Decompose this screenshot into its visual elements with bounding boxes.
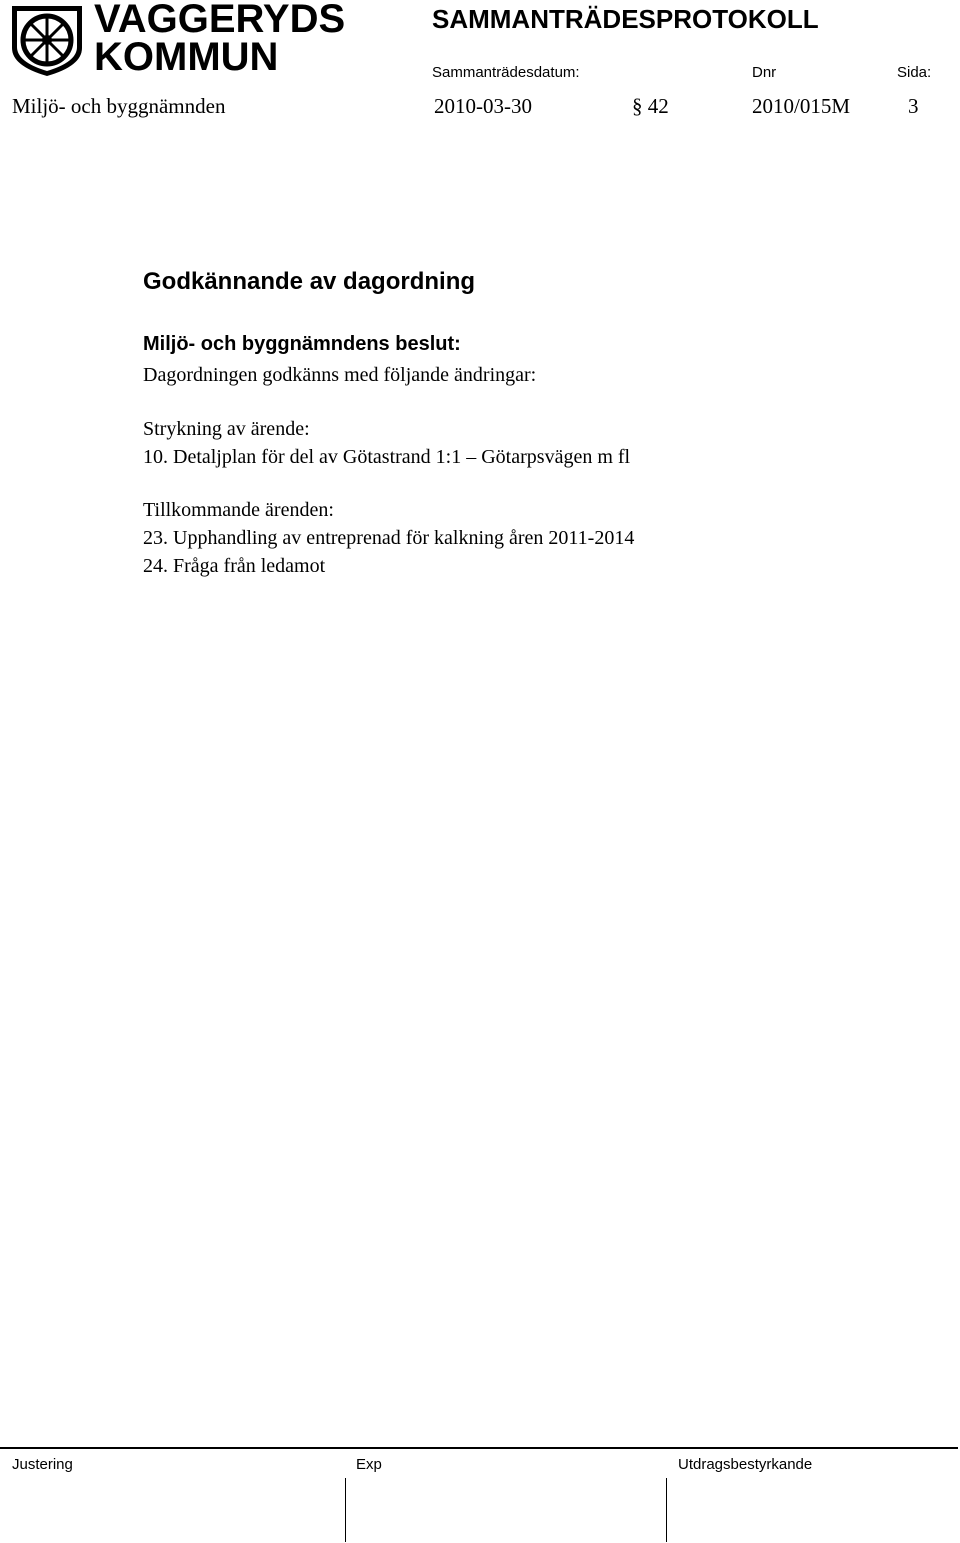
utdragsbestyrkande-label: Utdragsbestyrkande [678,1456,813,1473]
decision-heading: Miljö- och byggnämndens beslut: [143,333,461,355]
added-items-heading: Tillkommande ärenden: [143,499,334,521]
decision-intro: Dagordningen godkänns med följande ändringar: [143,364,537,386]
added-item: 23. Upphandling av entreprenad för kalkning åren 2011-2014 [143,527,635,549]
logo-line-1: VAGGERYDS [94,0,346,41]
wheel-shield-emblem-icon [8,2,86,78]
removed-items-heading: Strykning av ärende: [143,418,310,440]
document-type-title: SAMMANTRÄDESPROTOKOLL [432,4,819,34]
committee-name: Miljö- och byggnämnden [12,94,226,118]
signature-box-divider [666,1478,667,1542]
logo-wordmark [94,0,346,79]
dnr-label: Dnr [752,64,777,81]
signature-box-divider [345,1478,346,1542]
section-title: Godkännande av dagordning [143,268,476,295]
added-item: 24. Fråga från ledamot [143,555,326,577]
logo-line-2: KOMMUN [94,35,279,79]
footer-divider [0,1447,958,1449]
exp-label: Exp [356,1456,382,1473]
meeting-date: 2010-03-30 [434,94,532,118]
page-label: Sida: [897,64,932,81]
diary-number: 2010/015M [752,94,851,118]
page-number: 3 [908,94,919,118]
date-label: Sammanträdesdatum: [432,64,580,81]
paragraph-number: § 42 [632,94,669,118]
removed-item: 10. Detaljplan för del av Götastrand 1:1 – Götarpsvägen m fl [143,446,631,468]
justering-label: Justering [12,1456,73,1473]
